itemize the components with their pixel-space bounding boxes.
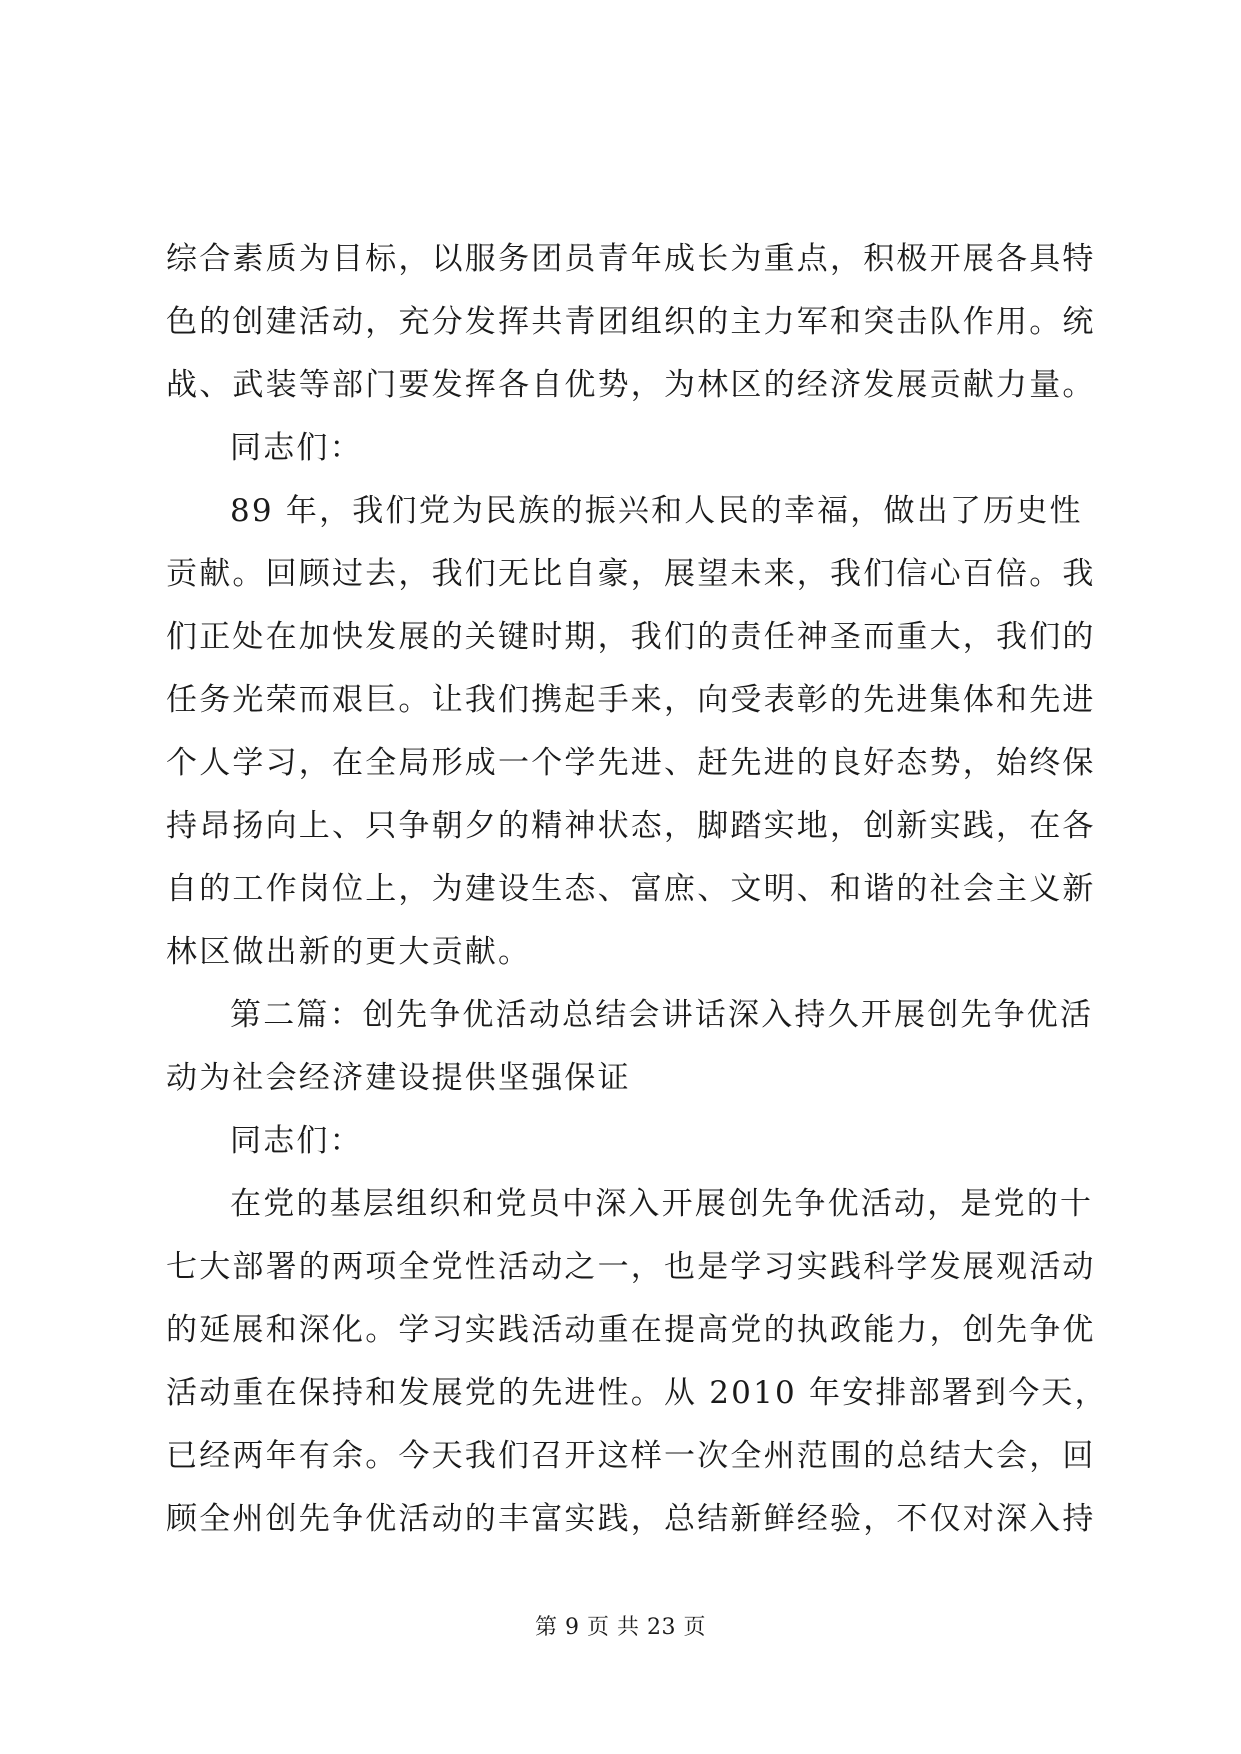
text-line: 色的创建活动，充分发挥共青团组织的主力军和突击队作用。统 [166,304,1096,340]
text-line: 个人学习，在全局形成一个学先进、赶先进的良好态势，始终保 [166,745,1096,781]
text-line: 们正处在加快发展的关键时期，我们的责任神圣而重大，我们的 [166,619,1096,655]
text-line: 顾全州创先争优活动的丰富实践，总结新鲜经验，不仅对深入持 [166,1501,1096,1537]
text-line: 已经两年有余。今天我们召开这样一次全州范围的总结大会，回 [166,1438,1096,1474]
text-line: 战、武装等部门要发挥各自优势，为林区的经济发展贡献力量。 [166,367,1096,403]
text-line: 自的工作岗位上，为建设生态、富庶、文明、和谐的社会主义新 [166,871,1096,907]
salutation: 同志们： [230,1123,363,1159]
text-line: 的延展和深化。学习实践活动重在提高党的执政能力，创先争优 [166,1312,1096,1348]
section-heading-continued: 动为社会经济建设提供坚强保证 [166,1060,631,1096]
section-heading: 第二篇：创先争优活动总结会讲话深入持久开展创先争优活 [230,997,1094,1033]
text-line: 在党的基层组织和党员中深入开展创先争优活动，是党的十 [230,1186,1094,1222]
text-line: 综合素质为目标，以服务团员青年成长为重点，积极开展各具特 [166,241,1096,277]
page-number-footer: 第 9 页 共 23 页 [535,1615,706,1640]
text-line: 七大部署的两项全党性活动之一，也是学习实践科学发展观活动 [166,1249,1096,1285]
text-line: 林区做出新的更大贡献。 [166,934,532,970]
text-line: 任务光荣而艰巨。让我们携起手来，向受表彰的先进集体和先进 [166,682,1096,718]
text-line: 活动重在保持和发展党的先进性。从 2010 年安排部署到今天， [166,1375,1108,1411]
text-line: 持昂扬向上、只争朝夕的精神状态，脚踏实地，创新实践，在各 [166,808,1096,844]
text-line: 贡献。回顾过去，我们无比自豪，展望未来，我们信心百倍。我 [166,556,1096,592]
text-line: 89 年，我们党为民族的振兴和人民的幸福，做出了历史性 [230,493,1083,529]
document-body [166,228,1108,1551]
salutation: 同志们： [230,430,363,466]
